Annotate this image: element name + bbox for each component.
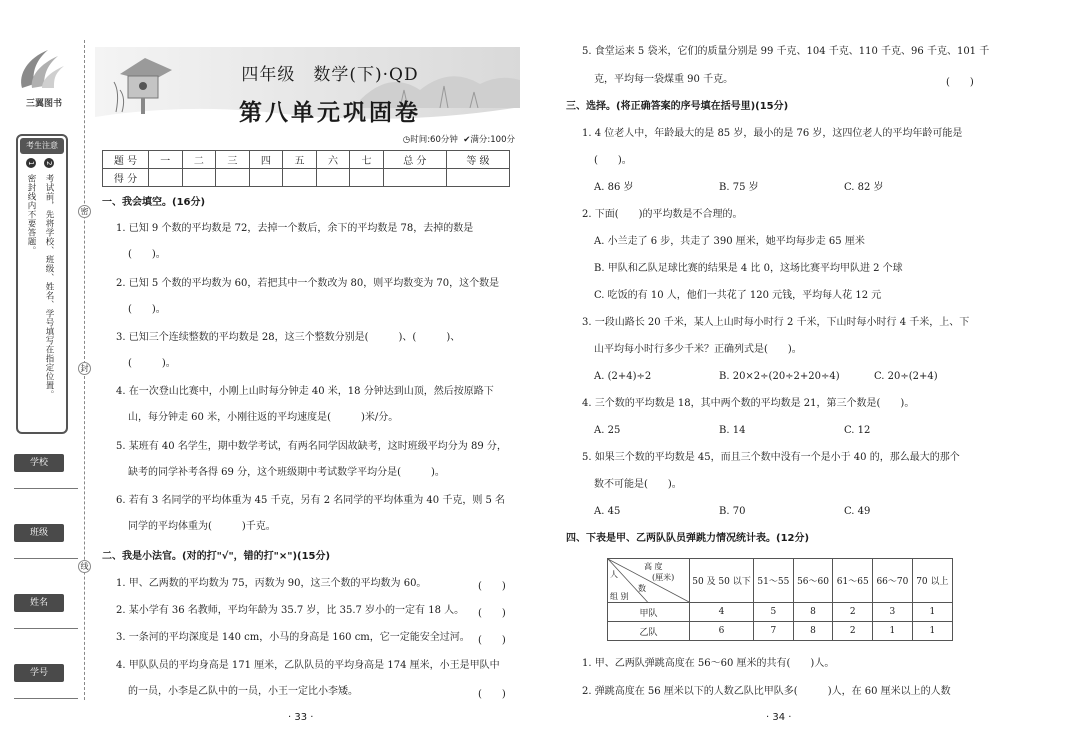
choice-option[interactable]: C. 12 [844, 425, 871, 436]
student-id-label: 学号 [14, 664, 64, 682]
name-field[interactable] [14, 628, 78, 629]
table-cell: 5 [754, 603, 794, 622]
judge-question: 的一员，小李是乙队中的一员，小王一定比小李矮。 [128, 686, 358, 697]
row-label: 甲队 [608, 603, 690, 622]
score-input-cell[interactable] [350, 169, 384, 187]
table-row [608, 622, 953, 641]
choice-option[interactable]: A. 86 岁 [594, 182, 634, 193]
diag-label-people: 人 [610, 570, 618, 579]
question-text: 缺考的同学补考各得 69 分，这个班级期中考试数学平均分是( )。 [128, 467, 445, 478]
choice-option[interactable]: C. 82 岁 [844, 182, 884, 193]
score-cell: 等 级 [446, 151, 509, 169]
section-heading-choice: 三、选择。(将正确答案的序号填在括号里)(15分) [566, 101, 789, 112]
score-cell: 题 号 [103, 151, 149, 169]
judge-answer-blank[interactable]: ( ) [946, 77, 974, 88]
choice-question: 4. 三个数的平均数是 18，其中两个数的平均数是 21，第三个数是( )。 [582, 398, 915, 409]
row-label: 乙队 [608, 622, 690, 641]
score-cell: 七 [350, 151, 384, 169]
score-table-header-row [103, 151, 510, 169]
jump-table-header: 51～55 [754, 559, 794, 603]
question-text: 同学的平均体重为( )千克。 [128, 521, 276, 532]
notice-title: 考生注意 [20, 138, 64, 154]
exam-notice [16, 134, 68, 434]
school-label: 学校 [14, 454, 64, 472]
score-cell: 六 [316, 151, 350, 169]
notice-item-1 [24, 158, 36, 428]
question-text: 山，每分钟走 60 米，小刚往返的平均速度是( )米/分。 [128, 412, 399, 423]
seal-mark: 封 [78, 362, 91, 375]
table-cell: 1 [912, 622, 952, 641]
seal-mark: 线 [78, 560, 91, 573]
choice-option[interactable]: A. 小兰走了 6 步，共走了 390 厘米，她平均每步走 65 厘米 [594, 236, 865, 247]
notice-text-2: 考试前，先将学校、班级、姓名、学号填写在指定位置。 [44, 174, 54, 400]
choice-question: 3. 一段山路长 20 千米，某人上山时每小时行 2 千米，下山时每小时行 4 千米，上、下 [582, 317, 970, 328]
clock-icon: ◷ [402, 135, 411, 145]
question-text: 3. 已知三个连续整数的平均数是 28，这三个整数分别是( )、( )、 [116, 332, 461, 343]
binding-margin [0, 0, 88, 737]
class-label: 班级 [14, 524, 64, 542]
choice-question: 数不可能是( )。 [594, 479, 682, 490]
choice-option[interactable]: A. 25 [594, 425, 621, 436]
judge-question: 克，平均每一袋煤重 90 千克。 [594, 74, 734, 85]
page-number-left: · 33 · [288, 712, 314, 723]
choice-question: 2. 下面( )的平均数是不合理的。 [582, 209, 743, 220]
diag-label-group: 组 别 [610, 592, 629, 601]
choice-option[interactable]: C. 49 [844, 506, 871, 517]
score-cell: 总 分 [383, 151, 446, 169]
score-cell: 三 [216, 151, 250, 169]
judge-question: 1. 甲、乙两数的平均数为 75，丙数为 90，这三个数的平均数为 60。 [116, 578, 427, 589]
judge-question: 2. 某小学有 36 名教师，平均年龄为 35.7 岁，比 35.7 岁小的一定有 18 人。 [116, 605, 465, 616]
choice-option[interactable]: C. 20÷(2+4) [874, 371, 938, 382]
name-label: 姓名 [14, 594, 64, 612]
score-cell: 二 [182, 151, 216, 169]
check-icon: ✔ [463, 135, 471, 145]
jump-table-diagonal-header [608, 559, 690, 603]
student-id-field[interactable] [14, 698, 78, 699]
page-number-right: · 34 · [766, 712, 792, 723]
table-cell: 2 [833, 622, 873, 641]
school-field[interactable] [14, 488, 78, 489]
score-input-cell[interactable] [149, 169, 183, 187]
score-cell: 四 [249, 151, 283, 169]
answer-blank[interactable]: ( )。 [594, 155, 632, 166]
choice-option[interactable]: B. 14 [719, 425, 746, 436]
score-row-label: 得 分 [103, 169, 149, 187]
judge-answer-blank[interactable]: ( ) [478, 581, 506, 592]
choice-option[interactable]: B. 70 [719, 506, 746, 517]
notice-bullet-2: 2 [44, 158, 54, 168]
notice-item-2 [42, 158, 54, 428]
diag-label-height: 高 度 [644, 562, 663, 571]
question-text: 1. 已知 9 个数的平均数是 72，去掉一个数后，余下的平均数是 78，去掉的数是 [116, 223, 474, 234]
birdhouse-illustration-icon [110, 52, 180, 114]
table-cell: 1 [873, 622, 913, 641]
judge-question: 3. 一条河的平均深度是 140 cm，小马的身高是 160 cm，它一定能安全过河。 [116, 632, 470, 643]
score-cell: 五 [283, 151, 317, 169]
score-input-cell[interactable] [283, 169, 317, 187]
choice-question: 5. 如果三个数的平均数是 45，而且三个数中没有一个是小于 40 的，那么最大的那个 [582, 452, 960, 463]
table-cell: 6 [690, 622, 754, 641]
table-question: 2. 弹跳高度在 56 厘米以下的人数乙队比甲队多( )人，在 60 厘米以上的人数 [582, 686, 951, 697]
question-text: 5. 某班有 40 名学生，期中数学考试，有两名同学因故缺考，这时班级平均分为 89 分， [116, 441, 507, 452]
brand-name: 三翼图书 [25, 99, 62, 109]
section-heading-true-false: 二、我是小法官。(对的打"√"，错的打"×")(15分) [102, 551, 331, 562]
choice-option[interactable]: B. 75 岁 [719, 182, 759, 193]
score-input-cell[interactable] [216, 169, 250, 187]
diag-label-unit: (厘米) [652, 573, 675, 582]
section-heading-table: 四、下表是甲、乙两队队员弹跳力情况统计表。(12分) [566, 533, 810, 544]
jump-table-header: 56～60 [793, 559, 833, 603]
section-heading-fill-blank: 一、我会填空。(16分) [102, 197, 206, 208]
answer-blank[interactable]: ( )。 [128, 304, 166, 315]
jump-table-header: 50 及 50 以下 [690, 559, 754, 603]
choice-option[interactable]: A. (2+4)÷2 [594, 371, 652, 382]
jump-table-header: 70 以上 [912, 559, 952, 603]
class-field[interactable] [14, 558, 78, 559]
choice-option[interactable]: B. 20×2÷(20÷2+20÷4) [719, 371, 840, 382]
answer-blank[interactable]: ( )。 [128, 249, 166, 260]
judge-answer-blank[interactable]: ( ) [478, 689, 506, 700]
judge-answer-blank[interactable]: ( ) [478, 608, 506, 619]
jump-table-header-row [608, 559, 953, 603]
jump-stats-table [607, 558, 953, 641]
brand-logo-icon [14, 44, 70, 94]
score-cell: 一 [149, 151, 183, 169]
question-text: 6. 若有 3 名同学的平均体重为 45 千克，另有 2 名同学的平均体重为 40 千克，则 5 名 [116, 495, 506, 506]
question-text: 4. 在一次登山比赛中，小刚上山时每分钟走 40 米，18 分钟达到山顶，然后按原路下 [116, 386, 494, 397]
exam-time: 时间:60分钟 [410, 135, 458, 145]
choice-question: 1. 4 位老人中，年龄最大的是 85 岁，最小的是 76 岁，这四位老人的平均年龄可能是 [582, 128, 963, 139]
choice-option[interactable]: C. 吃饭的有 10 人，他们一共花了 120 元钱，平均每人花 12 元 [594, 290, 882, 301]
score-table [102, 150, 510, 187]
notice-bullet-1: 1 [26, 158, 36, 168]
choice-option[interactable]: B. 甲队和乙队足球比赛的结果是 4 比 0，这场比赛平均甲队进 2 个球 [594, 263, 903, 274]
jump-table-header: 61～65 [833, 559, 873, 603]
table-cell: 3 [873, 603, 913, 622]
judge-question: 4. 甲队队员的平均身高是 171 厘米，乙队队员的平均身高是 174 厘米，小王是甲队中 [116, 660, 500, 671]
choice-question: 山平均每小时行多少千米？正确列式是( )。 [594, 344, 802, 355]
question-text: 2. 已知 5 个数的平均数为 60，若把其中一个数改为 80，则平均数变为 70，这个数是 [116, 278, 500, 289]
score-input-cell[interactable] [446, 169, 509, 187]
jump-table-header: 66～70 [873, 559, 913, 603]
table-question: 1. 甲、乙两队弹跳高度在 56～60 厘米的共有( )人。 [582, 658, 835, 669]
table-cell: 2 [833, 603, 873, 622]
notice-text-1: 密封线内不要答题。 [26, 174, 36, 256]
judge-question: 5. 食堂运来 5 袋米，它们的质量分别是 99 千克、104 千克、110 千克、96 千克、101 千 [582, 46, 990, 57]
score-input-cell[interactable] [182, 169, 216, 187]
table-cell: 7 [754, 622, 794, 641]
table-cell: 8 [793, 603, 833, 622]
table-cell: 4 [690, 603, 754, 622]
score-input-cell[interactable] [316, 169, 350, 187]
choice-option[interactable]: A. 45 [594, 506, 621, 517]
answer-blank[interactable]: ( )。 [128, 358, 176, 369]
exam-time-info [395, 133, 515, 145]
table-cell: 8 [793, 622, 833, 641]
score-input-cell[interactable] [383, 169, 446, 187]
grade-subject-title: 四年级 数学(下)·QD [241, 65, 419, 85]
score-input-cell[interactable] [249, 169, 283, 187]
diag-label-count: 数 [638, 584, 646, 593]
score-table-score-row [103, 169, 510, 187]
seal-mark: 密 [78, 205, 91, 218]
exam-full-score: 满分:100分 [470, 135, 515, 145]
judge-answer-blank[interactable]: ( ) [478, 635, 506, 646]
table-cell: 1 [912, 603, 952, 622]
table-row [608, 603, 953, 622]
page-title: 第八单元巩固卷 [239, 100, 421, 126]
